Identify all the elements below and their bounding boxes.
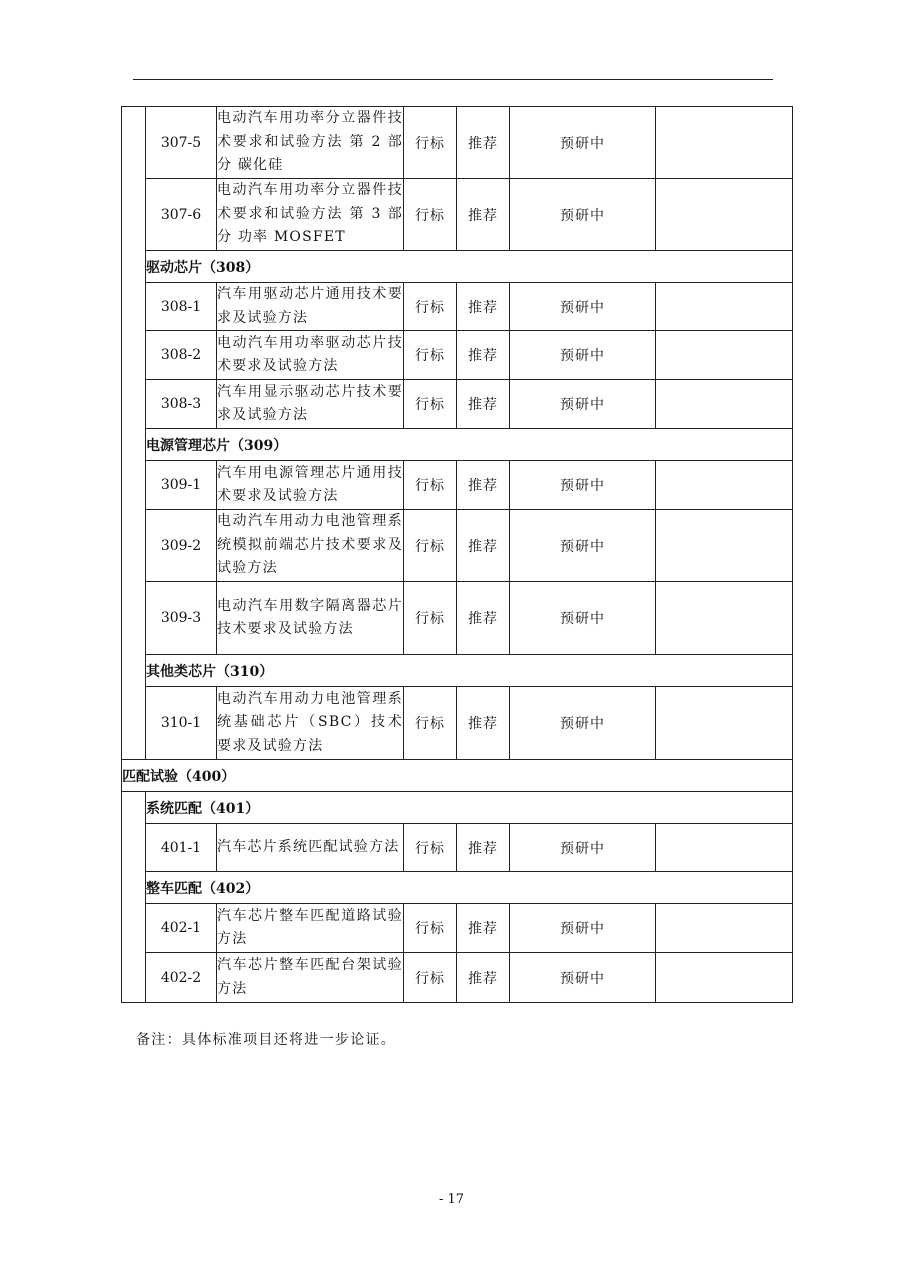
standard-nature: 推荐	[457, 953, 510, 1003]
standard-remark	[656, 107, 793, 179]
standard-type: 行标	[404, 331, 457, 380]
table-row	[122, 582, 793, 655]
standard-type: 行标	[404, 107, 457, 179]
standard-remark	[656, 331, 793, 380]
standard-status: 预研中	[510, 824, 656, 872]
standard-code: 308-3	[146, 380, 217, 429]
standard-code: 309-2	[146, 510, 217, 582]
standard-status: 预研中	[510, 380, 656, 429]
standard-status: 预研中	[510, 179, 656, 251]
subgroup-heading: 其他类芯片（310）	[146, 655, 793, 687]
table-row	[122, 510, 793, 582]
standard-nature: 推荐	[457, 107, 510, 179]
standard-code: 307-6	[146, 179, 217, 251]
subgroup-heading: 系统匹配（401）	[146, 792, 793, 824]
page-number: - 17	[438, 1192, 465, 1207]
standard-nature: 推荐	[457, 824, 510, 872]
standard-status: 预研中	[510, 510, 656, 582]
standard-code: 310-1	[146, 687, 217, 760]
standard-code: 309-1	[146, 461, 217, 510]
table-row	[122, 953, 793, 1003]
standard-remark	[656, 283, 793, 331]
standard-name: 汽车用驱动芯片通用技术要求及试验方法	[217, 283, 404, 331]
standard-nature: 推荐	[457, 461, 510, 510]
header-rule	[133, 79, 773, 80]
table-body	[122, 107, 793, 1003]
standard-code: 402-1	[146, 904, 217, 953]
standard-status: 预研中	[510, 904, 656, 953]
standard-nature: 推荐	[457, 687, 510, 760]
standard-remark	[656, 904, 793, 953]
table-row	[122, 331, 793, 380]
standard-type: 行标	[404, 510, 457, 582]
standard-code: 402-2	[146, 953, 217, 1003]
group-heading: 匹配试验（400）	[122, 760, 793, 792]
subgroup-heading-row	[122, 872, 793, 904]
standard-status: 预研中	[510, 107, 656, 179]
standard-remark	[656, 953, 793, 1003]
standard-remark	[656, 687, 793, 760]
standard-name: 汽车芯片系统匹配试验方法	[217, 824, 404, 872]
standard-remark	[656, 380, 793, 429]
standard-status: 预研中	[510, 283, 656, 331]
indent-cell	[122, 792, 146, 1003]
standard-nature: 推荐	[457, 380, 510, 429]
standard-code: 308-2	[146, 331, 217, 380]
standard-type: 行标	[404, 687, 457, 760]
standard-type: 行标	[404, 824, 457, 872]
standard-type: 行标	[404, 582, 457, 655]
table-row	[122, 283, 793, 331]
standard-name: 电动汽车用动力电池管理系统模拟前端芯片技术要求及试验方法	[217, 510, 404, 582]
standard-type: 行标	[404, 283, 457, 331]
standard-type: 行标	[404, 461, 457, 510]
standard-code: 309-3	[146, 582, 217, 655]
standard-remark	[656, 510, 793, 582]
standard-nature: 推荐	[457, 331, 510, 380]
subgroup-heading: 驱动芯片（308）	[146, 251, 793, 283]
table-row	[122, 824, 793, 872]
standard-remark	[656, 461, 793, 510]
subgroup-heading-row	[122, 655, 793, 687]
footnote: 备注：具体标准项目还将进一步论证。	[136, 1032, 397, 1048]
standard-code: 307-5	[146, 107, 217, 179]
standard-nature: 推荐	[457, 582, 510, 655]
standard-type: 行标	[404, 953, 457, 1003]
standard-name: 汽车用显示驱动芯片技术要求及试验方法	[217, 380, 404, 429]
table-row	[122, 904, 793, 953]
standard-remark	[656, 582, 793, 655]
standard-type: 行标	[404, 904, 457, 953]
standard-status: 预研中	[510, 331, 656, 380]
table-row	[122, 687, 793, 760]
standard-status: 预研中	[510, 687, 656, 760]
standards-table	[121, 106, 793, 1003]
standard-nature: 推荐	[457, 904, 510, 953]
standard-status: 预研中	[510, 461, 656, 510]
table-row	[122, 107, 793, 179]
table-row	[122, 179, 793, 251]
standard-name: 电动汽车用功率分立器件技术要求和试验方法 第 3 部分 功率 MOSFET	[217, 179, 404, 251]
standard-remark	[656, 824, 793, 872]
subgroup-heading: 电源管理芯片（309）	[146, 429, 793, 461]
group-heading-row	[122, 760, 793, 792]
indent-cell	[122, 107, 146, 760]
subgroup-heading-row	[122, 792, 793, 824]
standard-name: 电动汽车用动力电池管理系统基础芯片（SBC）技术要求及试验方法	[217, 687, 404, 760]
subgroup-heading-row	[122, 251, 793, 283]
standard-nature: 推荐	[457, 179, 510, 251]
table-row	[122, 461, 793, 510]
subgroup-heading-row	[122, 429, 793, 461]
standard-status: 预研中	[510, 582, 656, 655]
standard-name: 汽车芯片整车匹配台架试验方法	[217, 953, 404, 1003]
standard-nature: 推荐	[457, 510, 510, 582]
table-row	[122, 380, 793, 429]
standard-status: 预研中	[510, 953, 656, 1003]
standard-name: 电动汽车用数字隔离器芯片技术要求及试验方法	[217, 582, 404, 655]
standard-remark	[656, 179, 793, 251]
standard-type: 行标	[404, 179, 457, 251]
standard-name: 汽车芯片整车匹配道路试验方法	[217, 904, 404, 953]
standard-name: 电动汽车用功率分立器件技术要求和试验方法 第 2 部分 碳化硅	[217, 107, 404, 179]
subgroup-heading: 整车匹配（402）	[146, 872, 793, 904]
standard-type: 行标	[404, 380, 457, 429]
standard-code: 401-1	[146, 824, 217, 872]
standard-nature: 推荐	[457, 283, 510, 331]
standard-code: 308-1	[146, 283, 217, 331]
standard-name: 电动汽车用功率驱动芯片技术要求及试验方法	[217, 331, 404, 380]
standard-name: 汽车用电源管理芯片通用技术要求及试验方法	[217, 461, 404, 510]
